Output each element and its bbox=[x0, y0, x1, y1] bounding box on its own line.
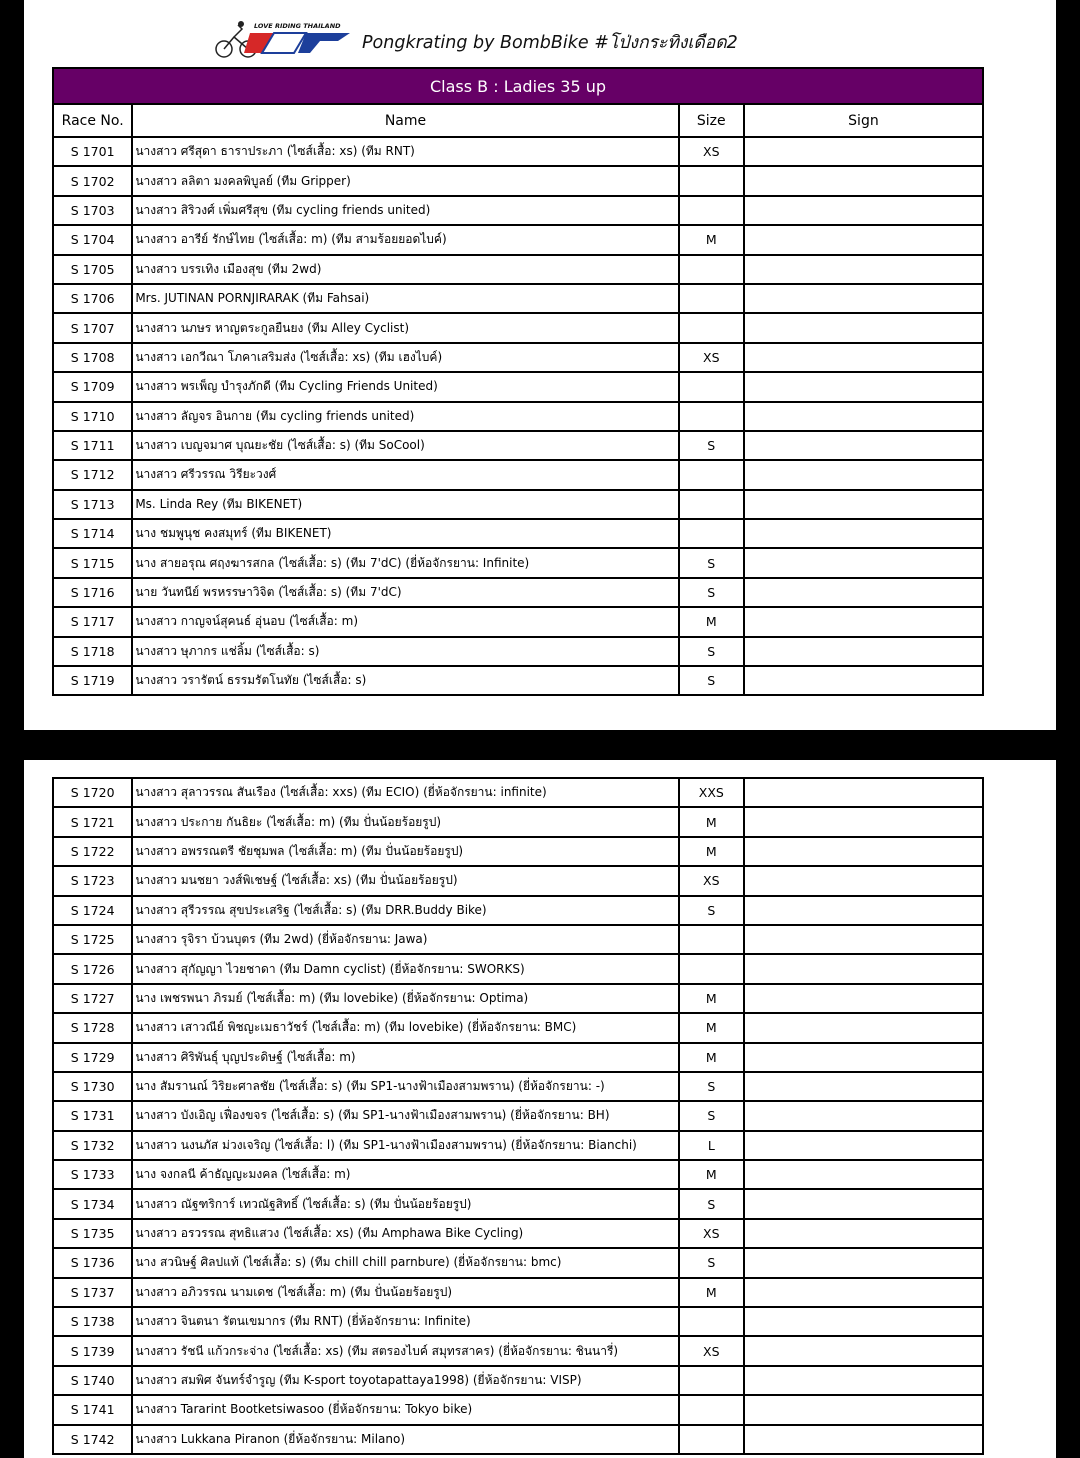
name-cell: นางสาว ณัฐฑริการ์ เทวณัฐสิทธิ์ (ไซส์เสื้อ: s) (ทีม ปั่นน้อยร้อยรูป) bbox=[132, 1189, 678, 1218]
name-cell: นางสาว ศรีสุดา ธาราประภา (ไซส์เสื้อ: xs) (ทีม RNT) bbox=[132, 137, 678, 166]
race-number-cell: S 1742 bbox=[53, 1425, 132, 1454]
size-cell: S bbox=[679, 666, 744, 695]
table-row bbox=[53, 343, 983, 372]
sign-cell[interactable] bbox=[744, 1219, 983, 1248]
column-header-row bbox=[53, 104, 983, 137]
name-cell: นางสาว อพรรณตรี ชัยชุมพล (ไซส์เสื้อ: m) (ทีม ปั่นน้อยร้อยรูป) bbox=[132, 837, 678, 866]
table-row bbox=[53, 1366, 983, 1395]
size-cell: S bbox=[679, 1189, 744, 1218]
sign-cell[interactable] bbox=[744, 1131, 983, 1160]
race-number-cell: S 1741 bbox=[53, 1395, 132, 1424]
name-cell: นางสาว วรารัตน์ ธรรมรัตโนทัย (ไซส์เสื้อ: s) bbox=[132, 666, 678, 695]
table-row bbox=[53, 666, 983, 695]
size-cell bbox=[679, 402, 744, 431]
name-cell: นางสาว ศรีวรรณ วิรียะวงศ์ bbox=[132, 460, 678, 489]
name-cell: นางสาว ลัญจร อินกาย (ทีม cycling friends united) bbox=[132, 402, 678, 431]
race-number-cell: S 1738 bbox=[53, 1307, 132, 1336]
sign-cell[interactable] bbox=[744, 225, 983, 254]
table-row bbox=[53, 637, 983, 666]
sign-cell[interactable] bbox=[744, 578, 983, 607]
name-cell: นางสาว เอกวีณา โภคาเสริมส่ง (ไซส์เสื้อ: xs) (ทีม เฮงไบค์) bbox=[132, 343, 678, 372]
table-row bbox=[53, 1307, 983, 1336]
sign-cell[interactable] bbox=[744, 637, 983, 666]
name-cell: นางสาว กาญจน์สุคนธ์ อุ่นอบ (ไซส์เสื้อ: m) bbox=[132, 607, 678, 636]
name-cell: นางสาว มนชยา วงส์พิเชษฐ์ (ไซส์เสื้อ: xs) (ทีม ปั่นน้อยร้อยรูป) bbox=[132, 866, 678, 895]
table-row bbox=[53, 1278, 983, 1307]
sign-cell[interactable] bbox=[744, 343, 983, 372]
sign-cell[interactable] bbox=[744, 255, 983, 284]
race-number-cell: S 1723 bbox=[53, 866, 132, 895]
table-row bbox=[53, 402, 983, 431]
table-row bbox=[53, 1248, 983, 1277]
sign-cell[interactable] bbox=[744, 1366, 983, 1395]
name-cell: นางสาว สุรีวรรณ สุขประเสริฐ (ไซส์เสื้อ: s) (ทีม DRR.Buddy Bike) bbox=[132, 896, 678, 925]
lrt-logo bbox=[214, 19, 354, 59]
table-row bbox=[53, 519, 983, 548]
table-row bbox=[53, 837, 983, 866]
name-cell: นางสาว รุจิรา บ้วนบุตร (ทีม 2wd) (ยี่ห้อจักรยาน: Jawa) bbox=[132, 925, 678, 954]
size-cell bbox=[679, 1366, 744, 1395]
name-cell: นางสาว รัชนี แก้วกระจ่าง (ไซส์เสื้อ: xs) (ทีม สตรองไบค์ สมุทรสาคร) (ยี่ห้อจักรยาน: ชินนารี่) bbox=[132, 1336, 678, 1365]
race-number-cell: S 1732 bbox=[53, 1131, 132, 1160]
race-number-cell: S 1740 bbox=[53, 1366, 132, 1395]
table-row bbox=[53, 1336, 983, 1365]
sign-cell[interactable] bbox=[744, 607, 983, 636]
name-cell: นางสาว อภิวรรณ นามเดช (ไซส์เสื้อ: m) (ทีม ปั่นน้อยร้อยรูป) bbox=[132, 1278, 678, 1307]
sign-cell[interactable] bbox=[744, 460, 983, 489]
document-header bbox=[214, 14, 738, 64]
size-cell: S bbox=[679, 1072, 744, 1101]
table-row bbox=[53, 1189, 983, 1218]
race-number-cell: S 1717 bbox=[53, 607, 132, 636]
size-cell bbox=[679, 372, 744, 401]
race-number-cell: S 1715 bbox=[53, 548, 132, 577]
race-number-cell: S 1712 bbox=[53, 460, 132, 489]
size-cell bbox=[679, 196, 744, 225]
sign-cell[interactable] bbox=[744, 1160, 983, 1189]
race-number-cell: S 1706 bbox=[53, 284, 132, 313]
race-number-cell: S 1727 bbox=[53, 984, 132, 1013]
table-row bbox=[53, 166, 983, 195]
race-number-cell: S 1733 bbox=[53, 1160, 132, 1189]
size-cell: M bbox=[679, 607, 744, 636]
table-row bbox=[53, 896, 983, 925]
name-cell: นางสาว พรเพ็ญ บำรุงภักดี (ทีม Cycling Friends United) bbox=[132, 372, 678, 401]
size-cell: S bbox=[679, 578, 744, 607]
name-cell: นาง เพชรพนา ภิรมย์ (ไซส์เสื้อ: m) (ทีม lovebike) (ยี่ห้อจักรยาน: Optima) bbox=[132, 984, 678, 1013]
column-header-sign: Sign bbox=[744, 104, 983, 137]
table-row bbox=[53, 255, 983, 284]
table-row bbox=[53, 137, 983, 166]
logo-text: LOVE RIDING THAILAND bbox=[254, 22, 341, 30]
race-number-cell: S 1702 bbox=[53, 166, 132, 195]
size-cell: S bbox=[679, 1248, 744, 1277]
size-cell: S bbox=[679, 1101, 744, 1130]
table-row bbox=[53, 1043, 983, 1072]
sign-cell[interactable] bbox=[744, 1307, 983, 1336]
name-cell: นางสาว จินตนา รัตนเขมากร (ทีม RNT) (ยี่ห้อจักรยาน: Infinite) bbox=[132, 1307, 678, 1336]
race-number-cell: S 1735 bbox=[53, 1219, 132, 1248]
size-cell: M bbox=[679, 225, 744, 254]
table-row bbox=[53, 1131, 983, 1160]
size-cell bbox=[679, 954, 744, 983]
name-cell: นางสาว นงนภัส ม่วงเจริญ (ไซส์เสื้อ: l) (ทีม SP1-นางฟ้าเมืองสามพราน) (ยี่ห้อจักรยาน: Bianchi) bbox=[132, 1131, 678, 1160]
name-cell: นาง สัมรานณ์ วิริยะศาลชัย (ไซส์เสื้อ: s) (ทีม SP1-นางฟ้าเมืองสามพราน) (ยี่ห้อจักรยาน: -) bbox=[132, 1072, 678, 1101]
registration-table-page-2 bbox=[52, 777, 984, 1455]
size-cell: M bbox=[679, 807, 744, 836]
sign-cell[interactable] bbox=[744, 1013, 983, 1042]
race-number-cell: S 1707 bbox=[53, 313, 132, 342]
sign-cell[interactable] bbox=[744, 284, 983, 313]
table-row bbox=[53, 284, 983, 313]
table-row bbox=[53, 954, 983, 983]
size-cell bbox=[679, 1425, 744, 1454]
race-number-cell: S 1705 bbox=[53, 255, 132, 284]
name-cell: Mrs. JUTINAN PORNJIRARAK (ทีม Fahsai) bbox=[132, 284, 678, 313]
race-number-cell: S 1729 bbox=[53, 1043, 132, 1072]
race-number-cell: S 1731 bbox=[53, 1101, 132, 1130]
sign-cell[interactable] bbox=[744, 1072, 983, 1101]
size-cell: S bbox=[679, 896, 744, 925]
name-cell: นาง ชมพูนุช คงสมุทร์ (ทีม BIKENET) bbox=[132, 519, 678, 548]
size-cell: M bbox=[679, 1043, 744, 1072]
class-title-row bbox=[53, 68, 983, 104]
race-number-cell: S 1739 bbox=[53, 1336, 132, 1365]
race-number-cell: S 1713 bbox=[53, 490, 132, 519]
size-cell: XXS bbox=[679, 778, 744, 807]
sign-cell[interactable] bbox=[744, 666, 983, 695]
name-cell: นางสาว ษุภากร แช่ลิ้ม (ไซส์เสื้อ: s) bbox=[132, 637, 678, 666]
class-title: Class B : Ladies 35 up bbox=[53, 68, 983, 104]
size-cell: S bbox=[679, 637, 744, 666]
sign-cell[interactable] bbox=[744, 519, 983, 548]
size-cell bbox=[679, 1307, 744, 1336]
size-cell: XS bbox=[679, 1219, 744, 1248]
race-number-cell: S 1704 bbox=[53, 225, 132, 254]
sign-cell[interactable] bbox=[744, 984, 983, 1013]
table-row bbox=[53, 1425, 983, 1454]
sign-cell[interactable] bbox=[744, 778, 983, 807]
size-cell bbox=[679, 519, 744, 548]
name-cell: นางสาว อรวรรณ สุทธิแสวง (ไซส์เสื้อ: xs) (ทีม Amphawa Bike Cycling) bbox=[132, 1219, 678, 1248]
size-cell bbox=[679, 460, 744, 489]
race-number-cell: S 1711 bbox=[53, 431, 132, 460]
sign-cell[interactable] bbox=[744, 1189, 983, 1218]
name-cell: นางสาว บรรเทิง เมืองสุข (ทีม 2wd) bbox=[132, 255, 678, 284]
table-row bbox=[53, 372, 983, 401]
size-cell bbox=[679, 284, 744, 313]
race-number-cell: S 1709 bbox=[53, 372, 132, 401]
table-row bbox=[53, 1219, 983, 1248]
table-row bbox=[53, 313, 983, 342]
size-cell bbox=[679, 1395, 744, 1424]
race-number-cell: S 1728 bbox=[53, 1013, 132, 1042]
name-cell: นางสาว สมพิศ จันทร์จำรูญ (ทีม K-sport toyotapattaya1998) (ยี่ห้อจักรยาน: VISP) bbox=[132, 1366, 678, 1395]
name-cell: นางสาว Lukkana Piranon (ยี่ห้อจักรยาน: Milano) bbox=[132, 1425, 678, 1454]
size-cell: S bbox=[679, 431, 744, 460]
name-cell: นางสาว ประกาย กันธิยะ (ไซส์เสื้อ: m) (ทีม ปั่นน้อยร้อยรูป) bbox=[132, 807, 678, 836]
sign-cell[interactable] bbox=[744, 954, 983, 983]
race-number-cell: S 1736 bbox=[53, 1248, 132, 1277]
document-page-2 bbox=[24, 760, 1056, 1458]
name-cell: นางสาว นภษร หาญตระกูลยืนยง (ทีม Alley Cyclist) bbox=[132, 313, 678, 342]
sign-cell[interactable] bbox=[744, 196, 983, 225]
size-cell: M bbox=[679, 1013, 744, 1042]
sign-cell[interactable] bbox=[744, 1336, 983, 1365]
table-row bbox=[53, 807, 983, 836]
name-cell: นางสาว เบญจมาศ บุณยะชัย (ไซส์เสื้อ: s) (ทีม SoCool) bbox=[132, 431, 678, 460]
size-cell: XS bbox=[679, 137, 744, 166]
name-cell: นางสาว สิริวงศ์ เพิ่มศรีสุข (ทีม cycling friends united) bbox=[132, 196, 678, 225]
table-row bbox=[53, 431, 983, 460]
race-number-cell: S 1701 bbox=[53, 137, 132, 166]
size-cell: M bbox=[679, 837, 744, 866]
size-cell: S bbox=[679, 548, 744, 577]
size-cell bbox=[679, 255, 744, 284]
name-cell: นางสาว เสาวณีย์ พิชญะเมธาวัชร์ (ไซส์เสื้อ: m) (ทีม lovebike) (ยี่ห้อจักรยาน: BMC) bbox=[132, 1013, 678, 1042]
race-number-cell: S 1726 bbox=[53, 954, 132, 983]
size-cell bbox=[679, 166, 744, 195]
sign-cell[interactable] bbox=[744, 866, 983, 895]
sign-cell[interactable] bbox=[744, 1043, 983, 1072]
table-row bbox=[53, 490, 983, 519]
document-page-1 bbox=[24, 0, 1056, 730]
table-row bbox=[53, 1013, 983, 1042]
name-cell: นางสาว สุลาวรรณ สันเรือง (ไซส์เสื้อ: xxs) (ทีม ECIO) (ยี่ห้อจักรยาน: infinite) bbox=[132, 778, 678, 807]
table-row bbox=[53, 1160, 983, 1189]
race-number-cell: S 1720 bbox=[53, 778, 132, 807]
size-cell: M bbox=[679, 1278, 744, 1307]
size-cell: M bbox=[679, 1160, 744, 1189]
sign-cell[interactable] bbox=[744, 896, 983, 925]
size-cell bbox=[679, 313, 744, 342]
race-number-cell: S 1737 bbox=[53, 1278, 132, 1307]
cyclist-logo-icon bbox=[214, 19, 354, 59]
race-number-cell: S 1725 bbox=[53, 925, 132, 954]
name-cell: นางสาว ลลิตา มงคลพิบูลย์ (ทีม Gripper) bbox=[132, 166, 678, 195]
table-row bbox=[53, 225, 983, 254]
table-row bbox=[53, 1072, 983, 1101]
column-header-race-no: Race No. bbox=[53, 104, 132, 137]
table-row bbox=[53, 925, 983, 954]
name-cell: นาง สวนิษฐ์ ศิลปแท้ (ไซส์เสื้อ: s) (ทีม chill chill parnbure) (ยี่ห้อจักรยาน: bmc) bbox=[132, 1248, 678, 1277]
size-cell: XS bbox=[679, 866, 744, 895]
race-number-cell: S 1722 bbox=[53, 837, 132, 866]
size-cell: L bbox=[679, 1131, 744, 1160]
race-number-cell: S 1708 bbox=[53, 343, 132, 372]
table-row bbox=[53, 1395, 983, 1424]
sign-cell[interactable] bbox=[744, 402, 983, 431]
table-row bbox=[53, 1101, 983, 1130]
table-body-page-2 bbox=[53, 778, 983, 1454]
size-cell: M bbox=[679, 984, 744, 1013]
sign-cell[interactable] bbox=[744, 548, 983, 577]
column-header-name: Name bbox=[132, 104, 678, 137]
sign-cell[interactable] bbox=[744, 1101, 983, 1130]
sign-cell[interactable] bbox=[744, 1278, 983, 1307]
race-number-cell: S 1724 bbox=[53, 896, 132, 925]
size-cell bbox=[679, 925, 744, 954]
race-number-cell: S 1703 bbox=[53, 196, 132, 225]
race-number-cell: S 1719 bbox=[53, 666, 132, 695]
table-row bbox=[53, 984, 983, 1013]
race-number-cell: S 1714 bbox=[53, 519, 132, 548]
registration-table-page-1 bbox=[52, 67, 984, 696]
sign-cell[interactable] bbox=[744, 313, 983, 342]
race-number-cell: S 1718 bbox=[53, 637, 132, 666]
size-cell: XS bbox=[679, 1336, 744, 1365]
name-cell: นาง จงกลนี ค้าธัญญะมงคล (ไซส์เสื้อ: m) bbox=[132, 1160, 678, 1189]
name-cell: นางสาว Tararint Bootketsiwasoo (ยี่ห้อจักรยาน: Tokyo bike) bbox=[132, 1395, 678, 1424]
table-row bbox=[53, 578, 983, 607]
race-number-cell: S 1730 bbox=[53, 1072, 132, 1101]
sign-cell[interactable] bbox=[744, 166, 983, 195]
sign-cell[interactable] bbox=[744, 1395, 983, 1424]
sign-cell[interactable] bbox=[744, 137, 983, 166]
sign-cell[interactable] bbox=[744, 372, 983, 401]
sign-cell[interactable] bbox=[744, 1425, 983, 1454]
sign-cell[interactable] bbox=[744, 431, 983, 460]
name-cell: นางสาว ศิริพันธุ์ บุญประดิษฐ์ (ไซส์เสื้อ: m) bbox=[132, 1043, 678, 1072]
table-body-page-1 bbox=[53, 137, 983, 695]
race-number-cell: S 1721 bbox=[53, 807, 132, 836]
race-number-cell: S 1710 bbox=[53, 402, 132, 431]
table-row bbox=[53, 460, 983, 489]
table-row bbox=[53, 866, 983, 895]
table-row bbox=[53, 778, 983, 807]
race-number-cell: S 1716 bbox=[53, 578, 132, 607]
column-header-size: Size bbox=[679, 104, 744, 137]
table-row bbox=[53, 548, 983, 577]
document-title: Pongkrating by BombBike #โป่งกระทิงเดือด2 bbox=[362, 33, 738, 53]
name-cell: นางสาว อารีย์ รักษ์ไทย (ไซส์เสื้อ: m) (ทีม สามร้อยยอดไบค์) bbox=[132, 225, 678, 254]
sign-cell[interactable] bbox=[744, 925, 983, 954]
size-cell bbox=[679, 490, 744, 519]
name-cell: นาย วันทนีย์ พรหรรษาวิจิต (ไซส์เสื้อ: s) (ทีม 7'dC) bbox=[132, 578, 678, 607]
name-cell: Ms. Linda Rey (ทีม BIKENET) bbox=[132, 490, 678, 519]
name-cell: นางสาว สุกัญญา ไวยชาดา (ทีม Damn cyclist) (ยี่ห้อจักรยาน: SWORKS) bbox=[132, 954, 678, 983]
sign-cell[interactable] bbox=[744, 837, 983, 866]
race-number-cell: S 1734 bbox=[53, 1189, 132, 1218]
size-cell: XS bbox=[679, 343, 744, 372]
name-cell: นางสาว บังเอิญ เฟื่องขจร (ไซส์เสื้อ: s) (ทีม SP1-นางฟ้าเมืองสามพราน) (ยี่ห้อจักรยาน: BH) bbox=[132, 1101, 678, 1130]
table-row bbox=[53, 196, 983, 225]
sign-cell[interactable] bbox=[744, 807, 983, 836]
table-row bbox=[53, 607, 983, 636]
name-cell: นาง สายอรุณ ศฤงฆารสกล (ไซส์เสื้อ: s) (ทีม 7'dC) (ยี่ห้อจักรยาน: Infinite) bbox=[132, 548, 678, 577]
sign-cell[interactable] bbox=[744, 490, 983, 519]
sign-cell[interactable] bbox=[744, 1248, 983, 1277]
